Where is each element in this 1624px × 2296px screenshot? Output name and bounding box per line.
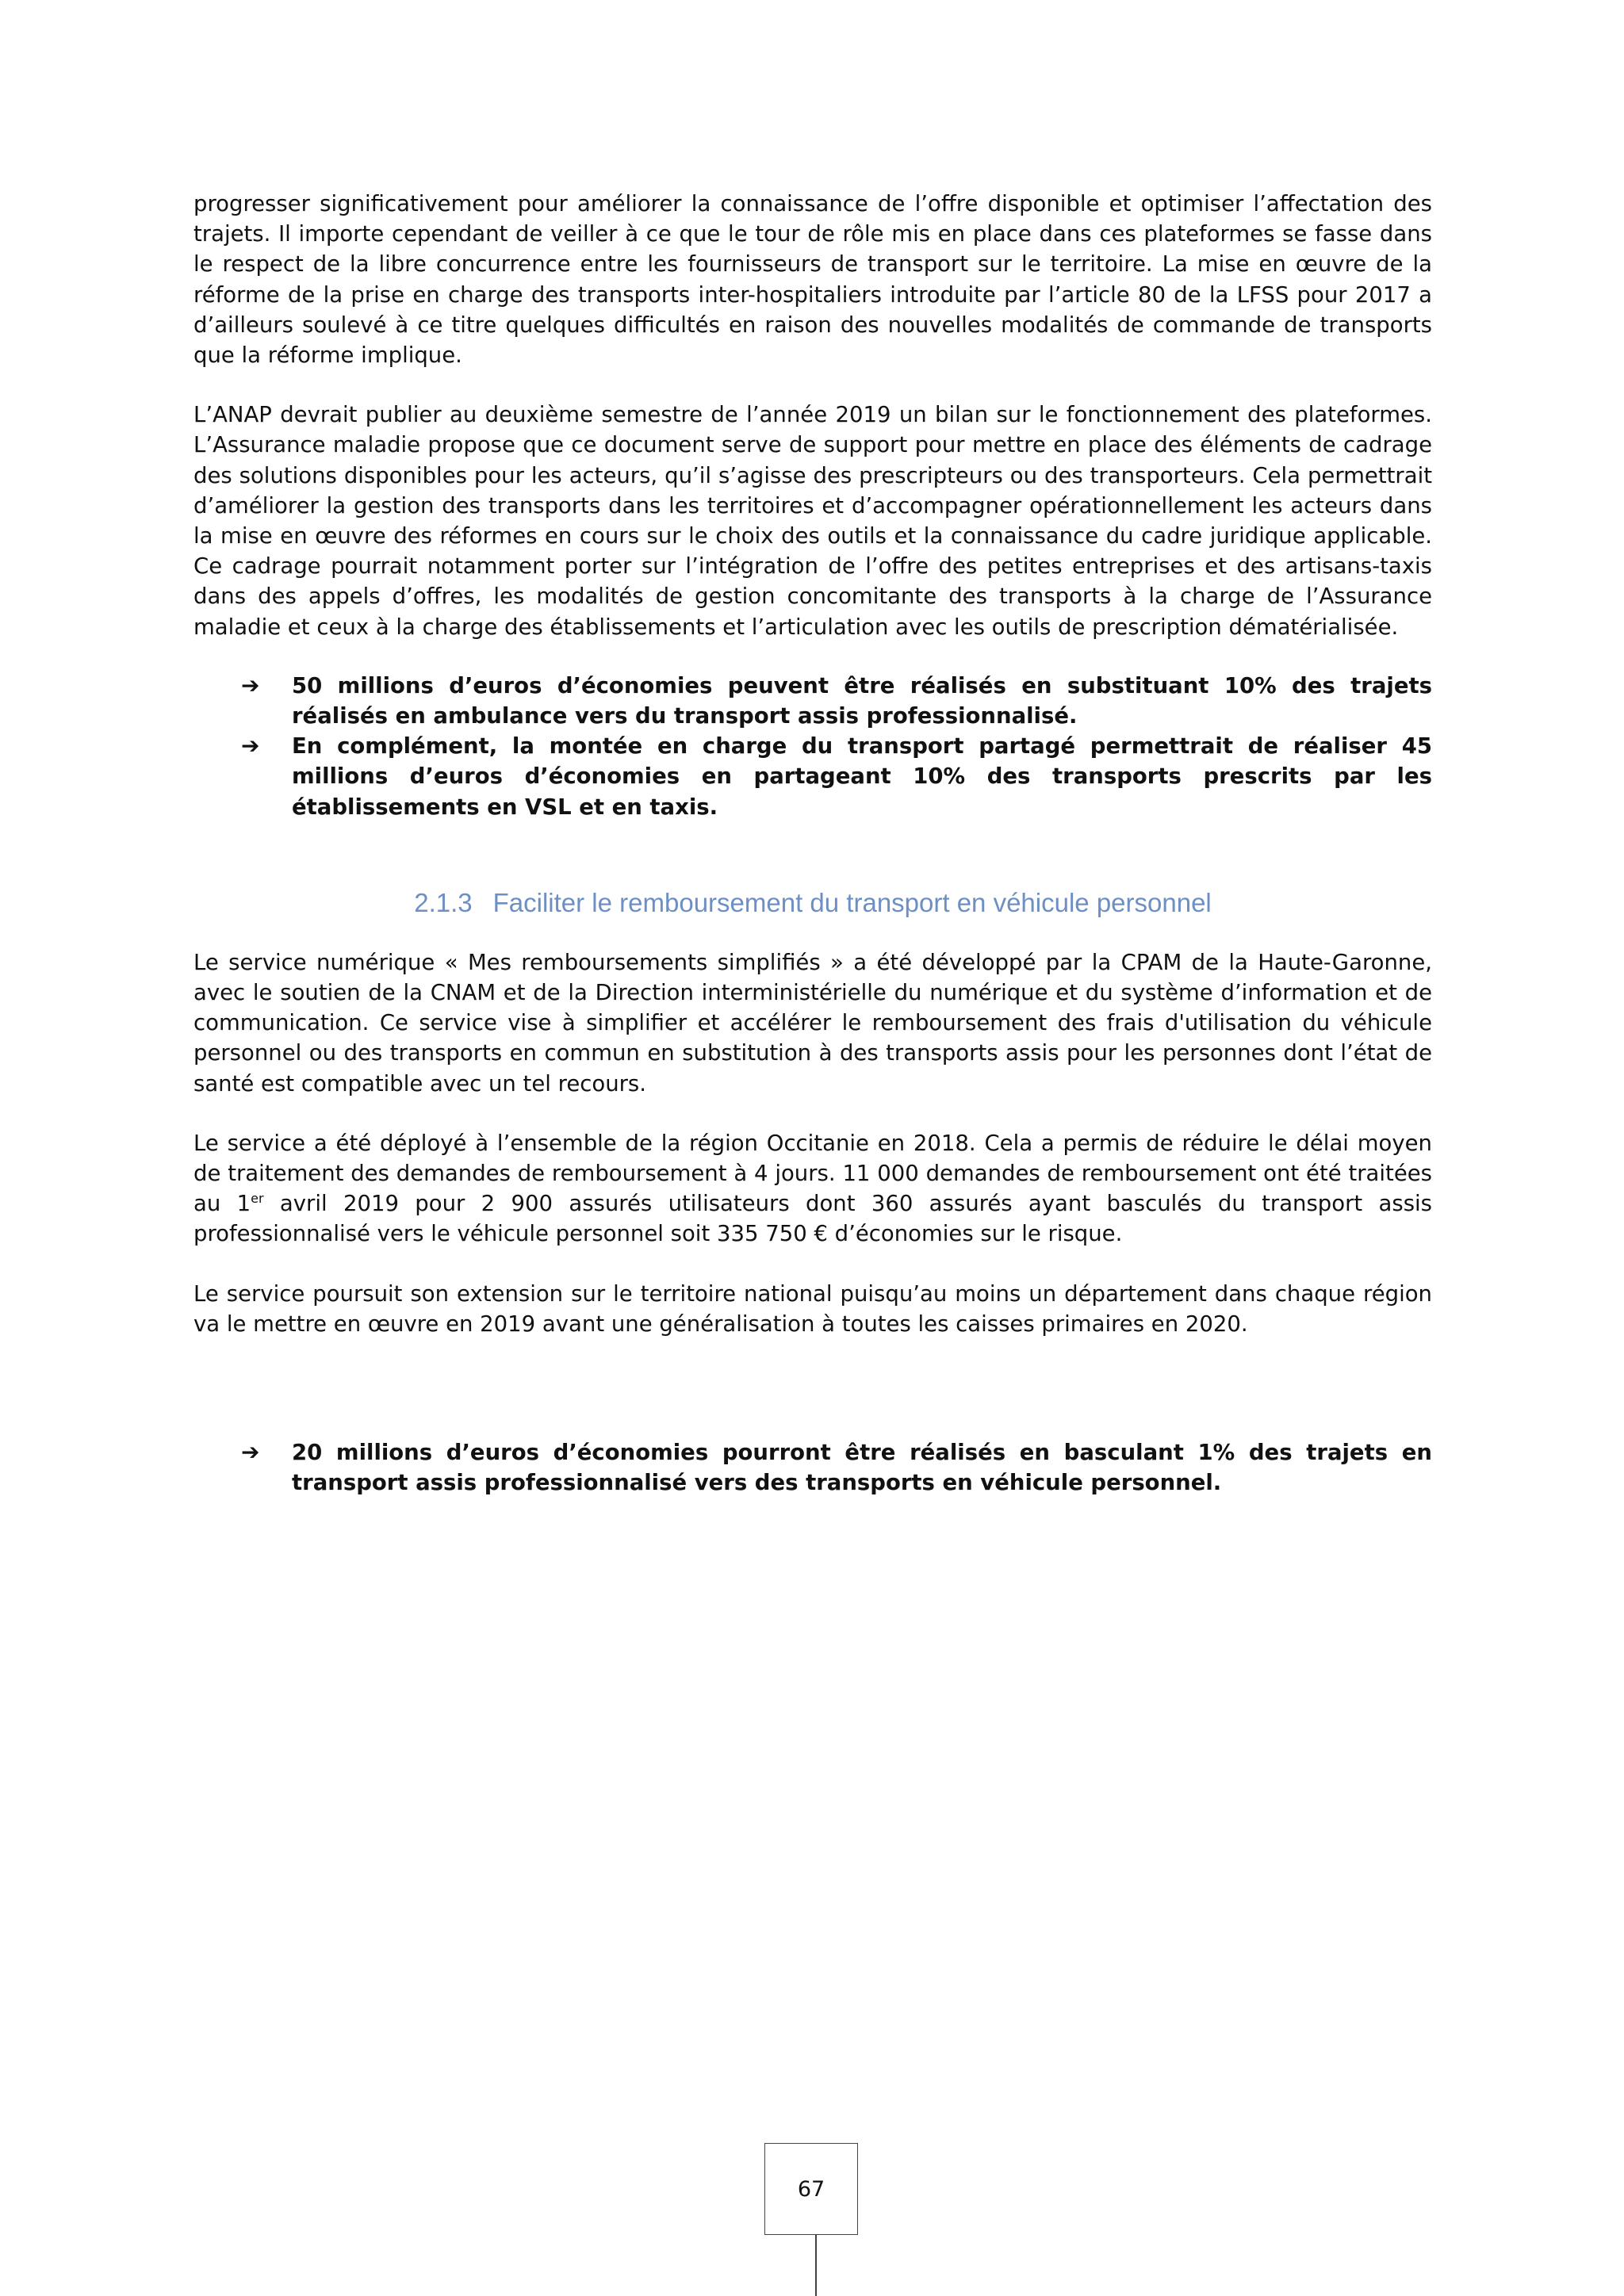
page-content — [193, 189, 1432, 1498]
key-figure-text: 50 millions d’euros d’économies peuvent être réalisés en substituant 10% des trajets réalisés en ambulance vers du transport assis professionnalisé. — [292, 672, 1432, 729]
key-figure-ambulance — [193, 671, 1432, 731]
ordinal-superscript: er — [251, 1191, 264, 1207]
key-figures-list-top — [193, 671, 1432, 822]
paragraph-mes-remboursements: Le service numérique « Mes remboursements simplifiés » a été développé par la CPAM de la Haute-Garonne, avec le soutien de la CNAM et de la Direction interministérielle du numérique et du système d’information et de communication. Ce service vise à simplifier et accélérer le remboursement des frais d'utilisation du véhicule personnel ou des transports en commun en substitution à des transports assis pour les personnes dont l’état de santé est compatible avec un tel recours. — [193, 949, 1432, 1096]
page-number-box — [764, 2143, 858, 2235]
key-figure-text: 20 millions d’euros d’économies pourront être réalisés en basculant 1% des trajets en transport assis professionnalisé vers des transports en véhicule personnel. — [292, 1440, 1432, 1496]
key-figure-text: En complément, la montée en charge du transport partagé permettrait de réaliser 45 millions d’euros d’économies en partageant 10% des transports prescrits par les établissements en VSL et en taxis. — [292, 733, 1432, 820]
section-number: 2.1.3 — [414, 887, 473, 917]
arrow-right-icon: ➔ — [241, 672, 260, 698]
key-figures-list-bottom — [193, 1437, 1432, 1498]
paragraph-occitanie-part1: Le service a été déployé à l’ensemble de la région Occitanie en 2018. Cela a permis de réduire le délai moyen de traitement des demandes de remboursement à 4 jours. 11 000 demandes de remboursement ont été traitées au 1 — [193, 1130, 1432, 1217]
key-figure-transport-partage — [193, 731, 1432, 822]
paragraph-plateformes-continuation: progresser significativement pour améliorer la connaissance de l’offre disponible et optimiser l’affectation des trajets. Il importe cependant de veiller à ce que le tour de rôle mis en place dans ces plateformes se fasse dans le respect de la libre concurrence entre les fournisseurs de transport sur le territoire. La mise en œuvre de la réforme de la prise en charge des transports inter-hospitaliers introduite par l’article 80 de la LFSS pour 2017 a d’ailleurs soulevé à ce titre quelques difficultés en raison des nouvelles modalités de commande de transports que la réforme implique. — [193, 191, 1432, 369]
arrow-right-icon: ➔ — [241, 733, 260, 760]
arrow-right-icon: ➔ — [241, 1439, 260, 1466]
key-figure-vehicule-personnel — [193, 1437, 1432, 1498]
section-title: Faciliter le remboursement du transport en véhicule personnel — [492, 887, 1212, 917]
paragraph-extension-nationale: Le service poursuit son extension sur le territoire national puisqu’au moins un département dans chaque région va le mettre en œuvre en 2019 avant une généralisation à toutes les caisses primaires en 2020. — [193, 1280, 1432, 1337]
page-number: 67 — [797, 2176, 825, 2202]
page-number-connector-line — [815, 2235, 817, 2296]
section-heading — [193, 887, 1432, 919]
paragraph-occitanie-part2: avril 2019 pour 2 900 assurés utilisateurs dont 360 assurés ayant basculés du transport assis professionnalisé vers le véhicule personnel soit 335 750 € d’économies sur le risque. — [193, 1191, 1432, 1247]
paragraph-anap-bilan: L’ANAP devrait publier au deuxième semestre de l’année 2019 un bilan sur le fonctionnement des plateformes. L’Assurance maladie propose que ce document serve de support pour mettre en place des éléments de cadrage des solutions disponibles pour les acteurs, qu’il s’agisse des prescripteurs ou des transporteurs. Cela permettrait d’améliorer la gestion des transports dans les territoires et d’accompagner opérationnellement les acteurs dans la mise en œuvre des réformes en cours sur le choix des outils et la connaissance du cadre juridique applicable. Ce cadrage pourrait notamment porter sur l’intégration de l’offre des petites entreprises et des artisans-taxis dans des appels d’offres, les modalités de gestion concomitante des transports à la charge de l’Assurance maladie et ceux à la charge des établissements et l’articulation avec les outils de prescription dématérialisée. — [193, 402, 1432, 640]
paragraph-occitanie-deploiement — [193, 1128, 1432, 1249]
